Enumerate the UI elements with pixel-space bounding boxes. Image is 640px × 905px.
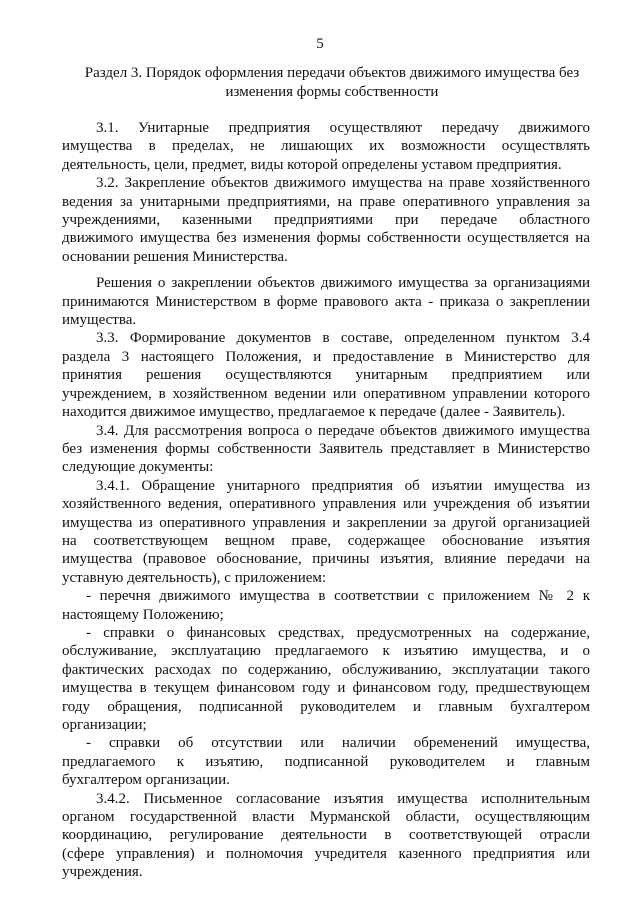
paragraph	[62, 624, 590, 734]
text-line: ведения за унитарными предприятиями, на праве оперативного управления за	[62, 193, 590, 210]
text-line: раздела 3 настоящего Положения, и предоставление в Министерство для	[62, 348, 590, 365]
text-line: фактических расходах по содержанию, обслуживанию, эксплуатации такого	[62, 661, 590, 678]
text-line: - справки о финансовых средствах, предусмотренных на содержание,	[86, 624, 590, 641]
text-line: 3.3. Формирование документов в составе, определенном пунктом 3.4	[96, 330, 590, 347]
text-line: 3.4. Для рассмотрения вопроса о передаче объектов движимого имущества	[96, 422, 590, 439]
text-line: деятельность, цели, предмет, виды которой определены уставом предприятия.	[62, 156, 562, 173]
text-line: 3.2. Закрепление объектов движимого имущества на праве хозяйственного	[96, 175, 590, 192]
text-line: 3.4.1. Обращение унитарного предприятия об изъятии имущества из	[96, 477, 590, 494]
text-line: - справки об отсутствии или наличии обременений имущества,	[86, 735, 590, 752]
text-line: обслуживание, эксплуатацию предлагаемого к изъятию имущества, и о	[62, 643, 590, 660]
paragraph	[62, 329, 590, 421]
text-line: году обращения, подписанной руководителем и главным бухгалтером	[62, 698, 590, 715]
text-line: хозяйственного ведения, оперативного управления или учреждения об изъятии	[62, 496, 590, 513]
text-line: организации;	[62, 717, 147, 733]
text-line: имущества в текущем финансовом году и финансовом году, предшествующем	[62, 680, 590, 697]
section-heading	[62, 64, 602, 102]
text-line: учреждения.	[62, 864, 143, 881]
text-line: принимаются Министерством в форме правового акта - приказа о закреплении	[62, 293, 590, 310]
text-line: принятия решения осуществляются унитарным предприятием или	[62, 367, 590, 384]
document-body	[62, 119, 590, 882]
text-line: следующие документы:	[62, 459, 214, 476]
text-line: имущества в пределах, не лишающих их возможности осуществлять	[62, 138, 590, 155]
text-line: Решения о закреплении объектов движимого имущества за организациями	[96, 275, 590, 292]
text-line: учреждениями, казенными предприятиями при передаче областного	[62, 212, 590, 229]
text-line: бухгалтером организации.	[62, 772, 230, 789]
heading-line: Раздел 3. Порядок оформления передачи объектов движимого имущества без	[84, 65, 580, 81]
paragraph	[62, 119, 590, 174]
paragraph	[62, 587, 590, 624]
text-line: на соответствующем вещном праве, содержащее обоснование изъятия	[62, 532, 590, 549]
text-line: имущества (правовое обоснование, причины изъятия, влияние передачи на	[62, 551, 590, 568]
paragraph	[62, 734, 590, 789]
paragraph-gap	[62, 266, 590, 274]
text-line: предлагаемого к изъятию, подписанной руководителем и главным	[62, 753, 590, 770]
text-line: без изменения формы собственности Заявитель представляет в Министерство	[62, 440, 590, 457]
text-line: находится движимое имущество, предлагаемое к передаче (далее - Заявитель).	[62, 404, 566, 421]
paragraph	[62, 174, 590, 266]
paragraph	[62, 790, 590, 882]
text-line: движимого имущества без изменения формы собственности осуществляется на	[62, 230, 590, 247]
paragraph	[62, 422, 590, 477]
text-line: координацию, регулирование деятельности в соответствующей отрасли	[62, 827, 590, 844]
text-line: органом государственной власти Мурманской области, осуществляющим	[62, 809, 590, 826]
text-line: настоящему Положению;	[62, 606, 224, 623]
paragraph	[62, 274, 590, 329]
text-line: 3.4.2. Письменное согласование изъятия имущества исполнительным	[96, 790, 590, 807]
paragraph	[62, 477, 590, 587]
text-line: уставную деятельность), с приложением:	[62, 569, 327, 586]
text-line: (сфере управления) и полномочия учредителя казенного предприятия или	[62, 845, 590, 862]
text-line: основании решения Министерства.	[62, 248, 288, 265]
heading-line: изменения формы собственности	[225, 84, 439, 100]
text-line: имущества из оперативного управления и закреплении за другой организацией	[62, 514, 590, 531]
text-line: учреждением, в хозяйственном ведении или оперативном управлении которого	[62, 385, 590, 402]
text-line: имущества.	[62, 312, 137, 329]
page-number: 5	[316, 36, 324, 52]
text-line: 3.1. Унитарные предприятия осуществляют передачу движимого	[96, 120, 590, 136]
text-line: - перечня движимого имущества в соответствии с приложением № 2 к	[86, 588, 590, 605]
